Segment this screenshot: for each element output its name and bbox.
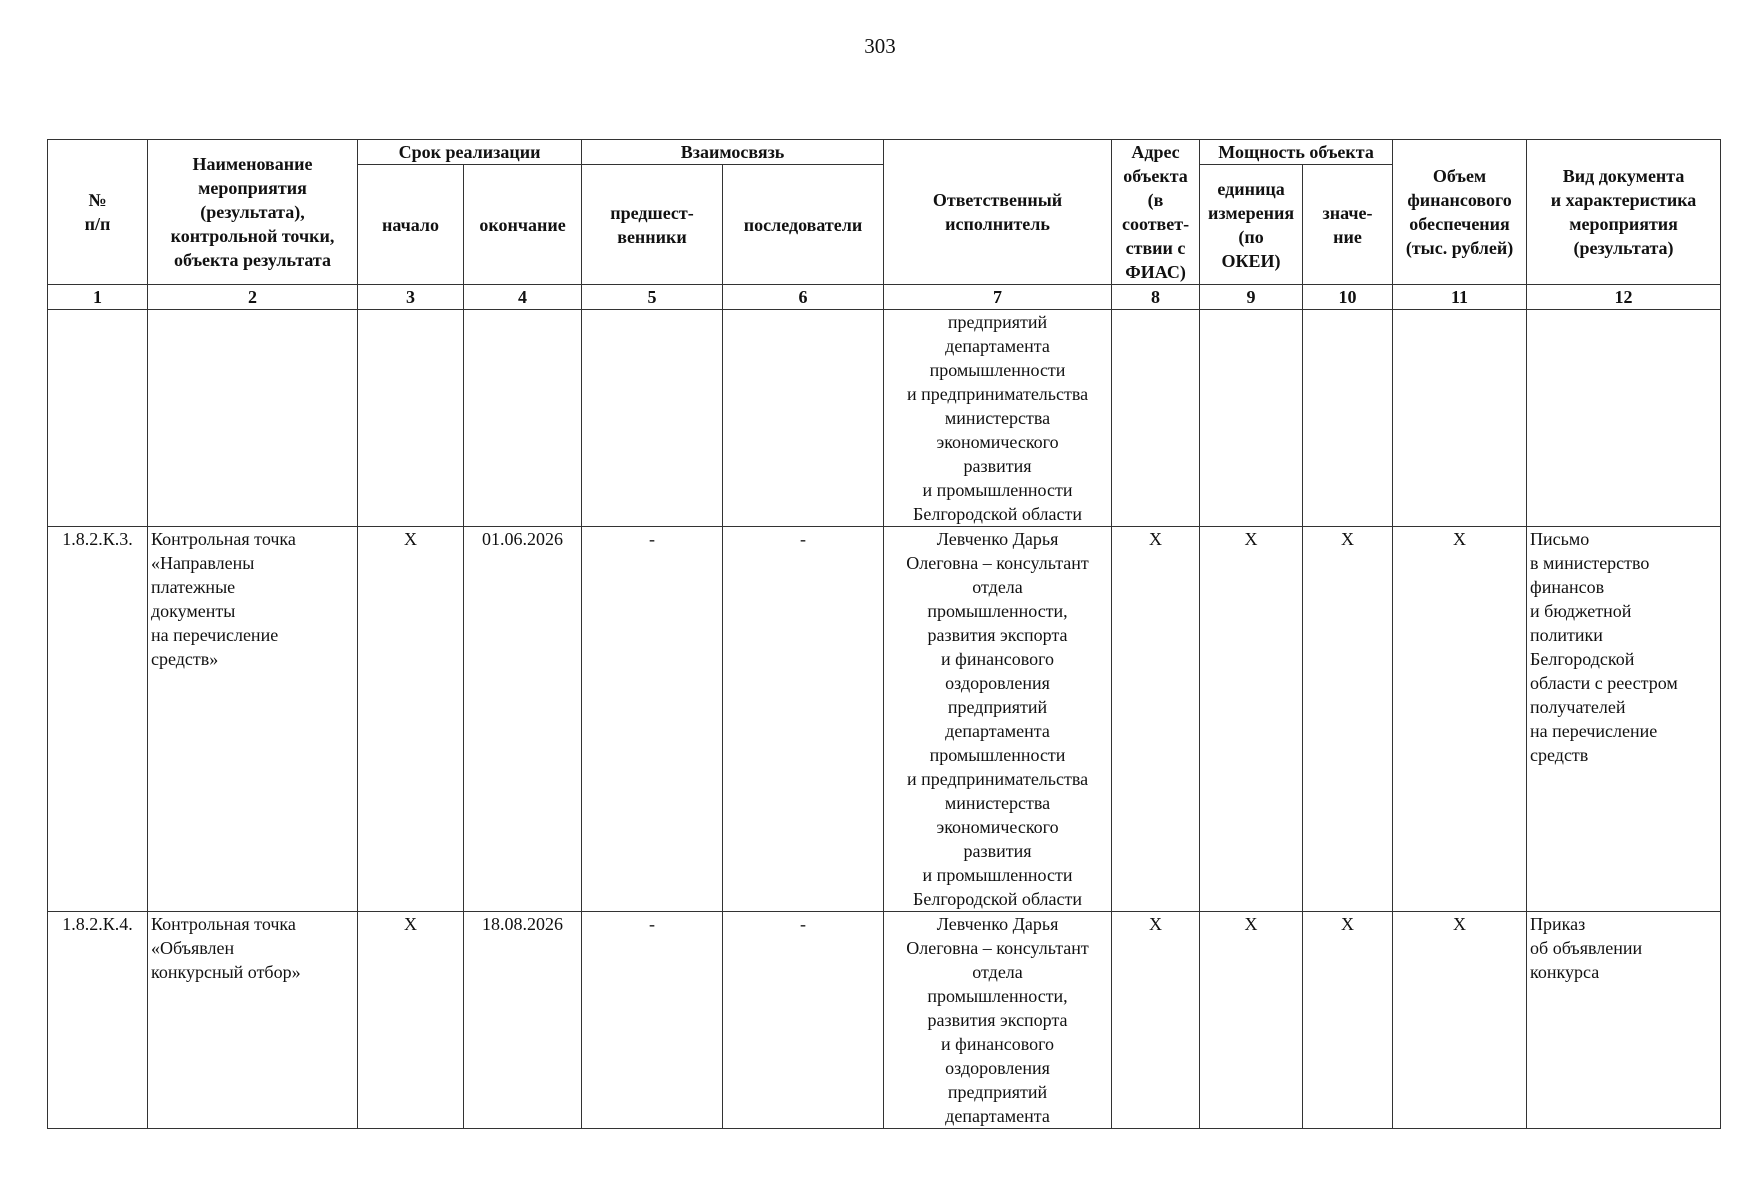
cell-predecessors: - — [582, 527, 723, 912]
cell-start: Х — [358, 527, 464, 912]
header-unit: единица измерения (по ОКЕИ) — [1200, 165, 1303, 285]
header-end: окончание — [464, 165, 582, 285]
header-responsible: Ответственный исполнитель — [884, 140, 1112, 285]
cell-responsible: предприятий департамента промышленности и предпринимательства министерства экономического развития и промышленности Белгородской области — [884, 310, 1112, 527]
cell-successors: - — [723, 527, 884, 912]
cell-num: 1.8.2.К.4. — [48, 912, 148, 1129]
cell-responsible: Левченко Дарья Олеговна – консультант отдела промышленности, развития экспорта и финансового оздоровления предприятий департамента промышленности и предпринимательства министерства экономического развития и промышленности Белгородской области — [884, 527, 1112, 912]
header-value: значе- ние — [1303, 165, 1393, 285]
cell-num: 1.8.2.К.3. — [48, 527, 148, 912]
header-num: № п/п — [48, 140, 148, 285]
header-start: начало — [358, 165, 464, 285]
header-group-link: Взаимосвязь — [582, 140, 884, 165]
header-doc: Вид документа и характеристика мероприятия (результата) — [1527, 140, 1721, 285]
table-header — [48, 140, 1721, 310]
cell-end: 18.08.2026 — [464, 912, 582, 1129]
table-row — [48, 912, 1721, 1129]
cell-unit — [1200, 310, 1303, 527]
column-number: 9 — [1200, 285, 1303, 310]
cell-doc — [1527, 310, 1721, 527]
cell-end: 01.06.2026 — [464, 527, 582, 912]
cell-value — [1303, 310, 1393, 527]
header-address: Адрес объекта (в соответ- ствии с ФИАС) — [1112, 140, 1200, 285]
cell-value: Х — [1303, 527, 1393, 912]
cell-responsible: Левченко Дарья Олеговна – консультант отдела промышленности, развития экспорта и финансового оздоровления предприятий департамента — [884, 912, 1112, 1129]
cell-doc: Письмо в министерство финансов и бюджетной политики Белгородской области с реестром получателей на перечисление средств — [1527, 527, 1721, 912]
cell-start: Х — [358, 912, 464, 1129]
column-number: 7 — [884, 285, 1112, 310]
column-number: 12 — [1527, 285, 1721, 310]
header-name: Наименование мероприятия (результата), контрольной точки, объекта результата — [148, 140, 358, 285]
column-number: 6 — [723, 285, 884, 310]
cell-funding: Х — [1393, 912, 1527, 1129]
cell-start — [358, 310, 464, 527]
page-number: 303 — [864, 34, 896, 58]
column-number: 4 — [464, 285, 582, 310]
table-row — [48, 310, 1721, 527]
cell-predecessors — [582, 310, 723, 527]
cell-unit: Х — [1200, 912, 1303, 1129]
column-number-row — [48, 285, 1721, 310]
cell-address: Х — [1112, 527, 1200, 912]
table-body — [48, 310, 1721, 1129]
column-number: 2 — [148, 285, 358, 310]
column-number: 11 — [1393, 285, 1527, 310]
header-group-term: Срок реализации — [358, 140, 582, 165]
cell-address: Х — [1112, 912, 1200, 1129]
cell-successors — [723, 310, 884, 527]
cell-name: Контрольная точка «Направлены платежные документы на перечисление средств» — [148, 527, 358, 912]
cell-unit: Х — [1200, 527, 1303, 912]
column-number: 3 — [358, 285, 464, 310]
cell-value: Х — [1303, 912, 1393, 1129]
cell-doc: Приказ об объявлении конкурса — [1527, 912, 1721, 1129]
cell-name: Контрольная точка «Объявлен конкурсный отбор» — [148, 912, 358, 1129]
plan-table — [47, 139, 1721, 1129]
cell-funding: Х — [1393, 527, 1527, 912]
header-predecessors: предшест- венники — [582, 165, 723, 285]
cell-end — [464, 310, 582, 527]
cell-num — [48, 310, 148, 527]
cell-funding — [1393, 310, 1527, 527]
cell-predecessors: - — [582, 912, 723, 1129]
column-number: 1 — [48, 285, 148, 310]
column-number: 10 — [1303, 285, 1393, 310]
header-successors: последователи — [723, 165, 884, 285]
header-group-capacity: Мощность объекта — [1200, 140, 1393, 165]
column-number: 8 — [1112, 285, 1200, 310]
header-funding: Объем финансового обеспечения (тыс. рублей) — [1393, 140, 1527, 285]
column-number: 5 — [582, 285, 723, 310]
cell-name — [148, 310, 358, 527]
cell-address — [1112, 310, 1200, 527]
table-row — [48, 527, 1721, 912]
cell-successors: - — [723, 912, 884, 1129]
